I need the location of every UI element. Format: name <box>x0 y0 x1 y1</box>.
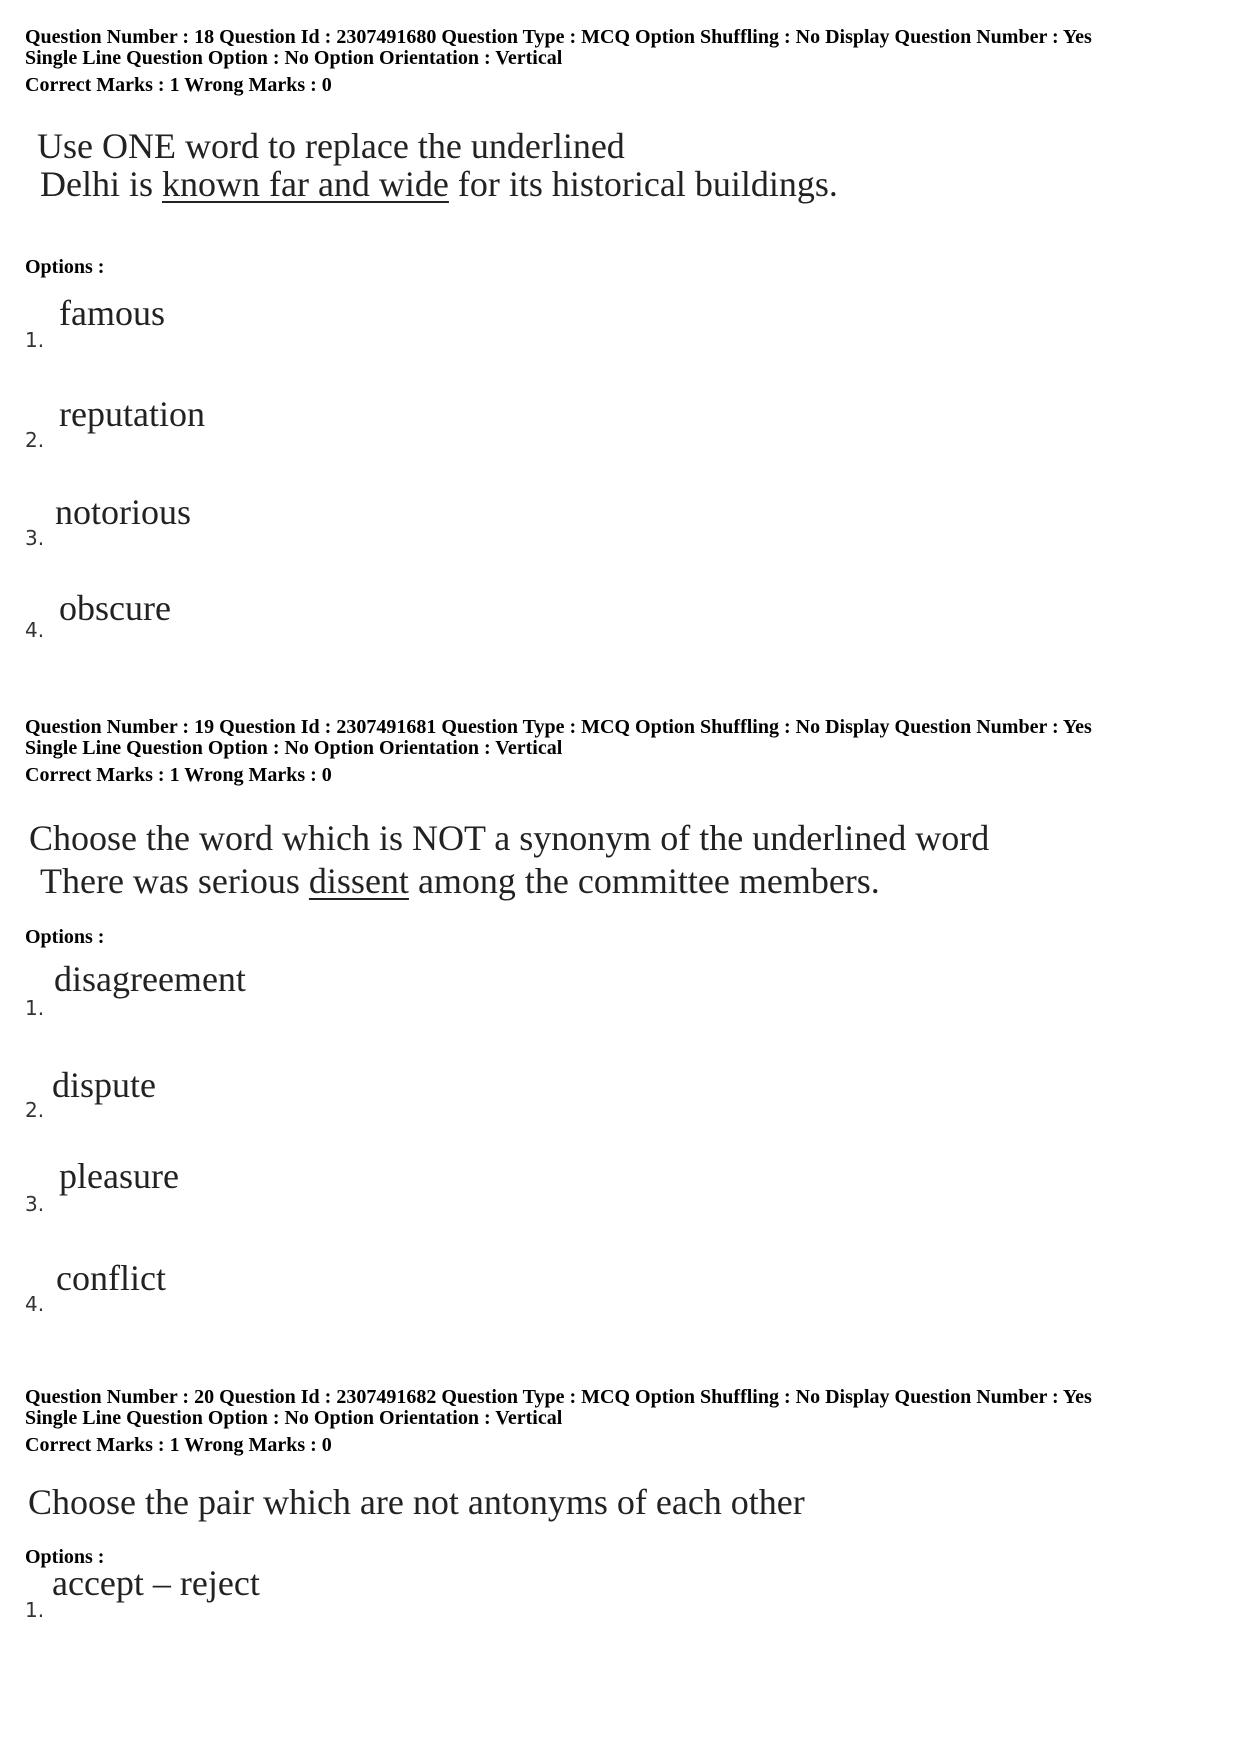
option-text: disagreement <box>54 959 246 999</box>
stem-text: Delhi is <box>40 164 162 204</box>
question-meta-line-1: Question Number : 18 Question Id : 2307491680 Question Type : MCQ Option Shuffling : No Display Question Number : Yes <box>25 26 1092 48</box>
options-label: Options : <box>25 1546 105 1568</box>
option-text: conflict <box>56 1258 166 1298</box>
option-number: 4. <box>25 618 45 642</box>
option-number: 1. <box>25 996 45 1020</box>
question-meta-line-1: Question Number : 19 Question Id : 2307491681 Question Type : MCQ Option Shuffling : No Display Question Number : Yes <box>25 716 1092 738</box>
question-meta-line-2: Single Line Question Option : No Option Orientation : Vertical <box>25 737 563 759</box>
options-label: Options : <box>25 926 105 948</box>
question-marks: Correct Marks : 1 Wrong Marks : 0 <box>25 74 332 96</box>
stem-text: among the committee members. <box>408 861 880 901</box>
question-stem-line-2 <box>40 861 880 901</box>
option-number: 2. <box>25 1098 45 1122</box>
option-text: famous <box>59 293 165 333</box>
question-stem-line-2 <box>40 164 838 204</box>
question-stem-line-1: Use ONE word to replace the underlined <box>37 126 625 166</box>
option-text: dispute <box>52 1065 156 1105</box>
question-marks: Correct Marks : 1 Wrong Marks : 0 <box>25 764 332 786</box>
stem-text: There was serious <box>40 861 309 901</box>
option-number: 1. <box>25 328 45 352</box>
question-meta-line-2: Single Line Question Option : No Option Orientation : Vertical <box>25 47 563 69</box>
question-meta-line-2: Single Line Question Option : No Option Orientation : Vertical <box>25 1407 563 1429</box>
question-meta-line-1: Question Number : 20 Question Id : 2307491682 Question Type : MCQ Option Shuffling : No Display Question Number : Yes <box>25 1386 1092 1408</box>
question-stem-line-1: Choose the pair which are not antonyms of each other <box>28 1482 805 1522</box>
option-number: 1. <box>25 1598 45 1622</box>
options-label: Options : <box>25 256 105 278</box>
option-number: 3. <box>25 1192 45 1216</box>
option-text: pleasure <box>59 1156 179 1196</box>
stem-text: for its historical buildings. <box>448 164 838 204</box>
underlined-word: dissent <box>308 861 409 901</box>
option-text: notorious <box>55 492 192 532</box>
option-text: reputation <box>59 394 205 434</box>
question-marks: Correct Marks : 1 Wrong Marks : 0 <box>25 1434 332 1456</box>
option-number: 4. <box>25 1292 45 1316</box>
question-stem-line-1: Choose the word which is NOT a synonym of the underlined word <box>29 818 990 858</box>
option-number: 3. <box>25 526 45 550</box>
option-text: obscure <box>59 588 171 628</box>
underlined-phrase: known far and wide <box>162 164 449 204</box>
option-text: accept – reject <box>52 1563 260 1603</box>
option-number: 2. <box>25 428 45 452</box>
